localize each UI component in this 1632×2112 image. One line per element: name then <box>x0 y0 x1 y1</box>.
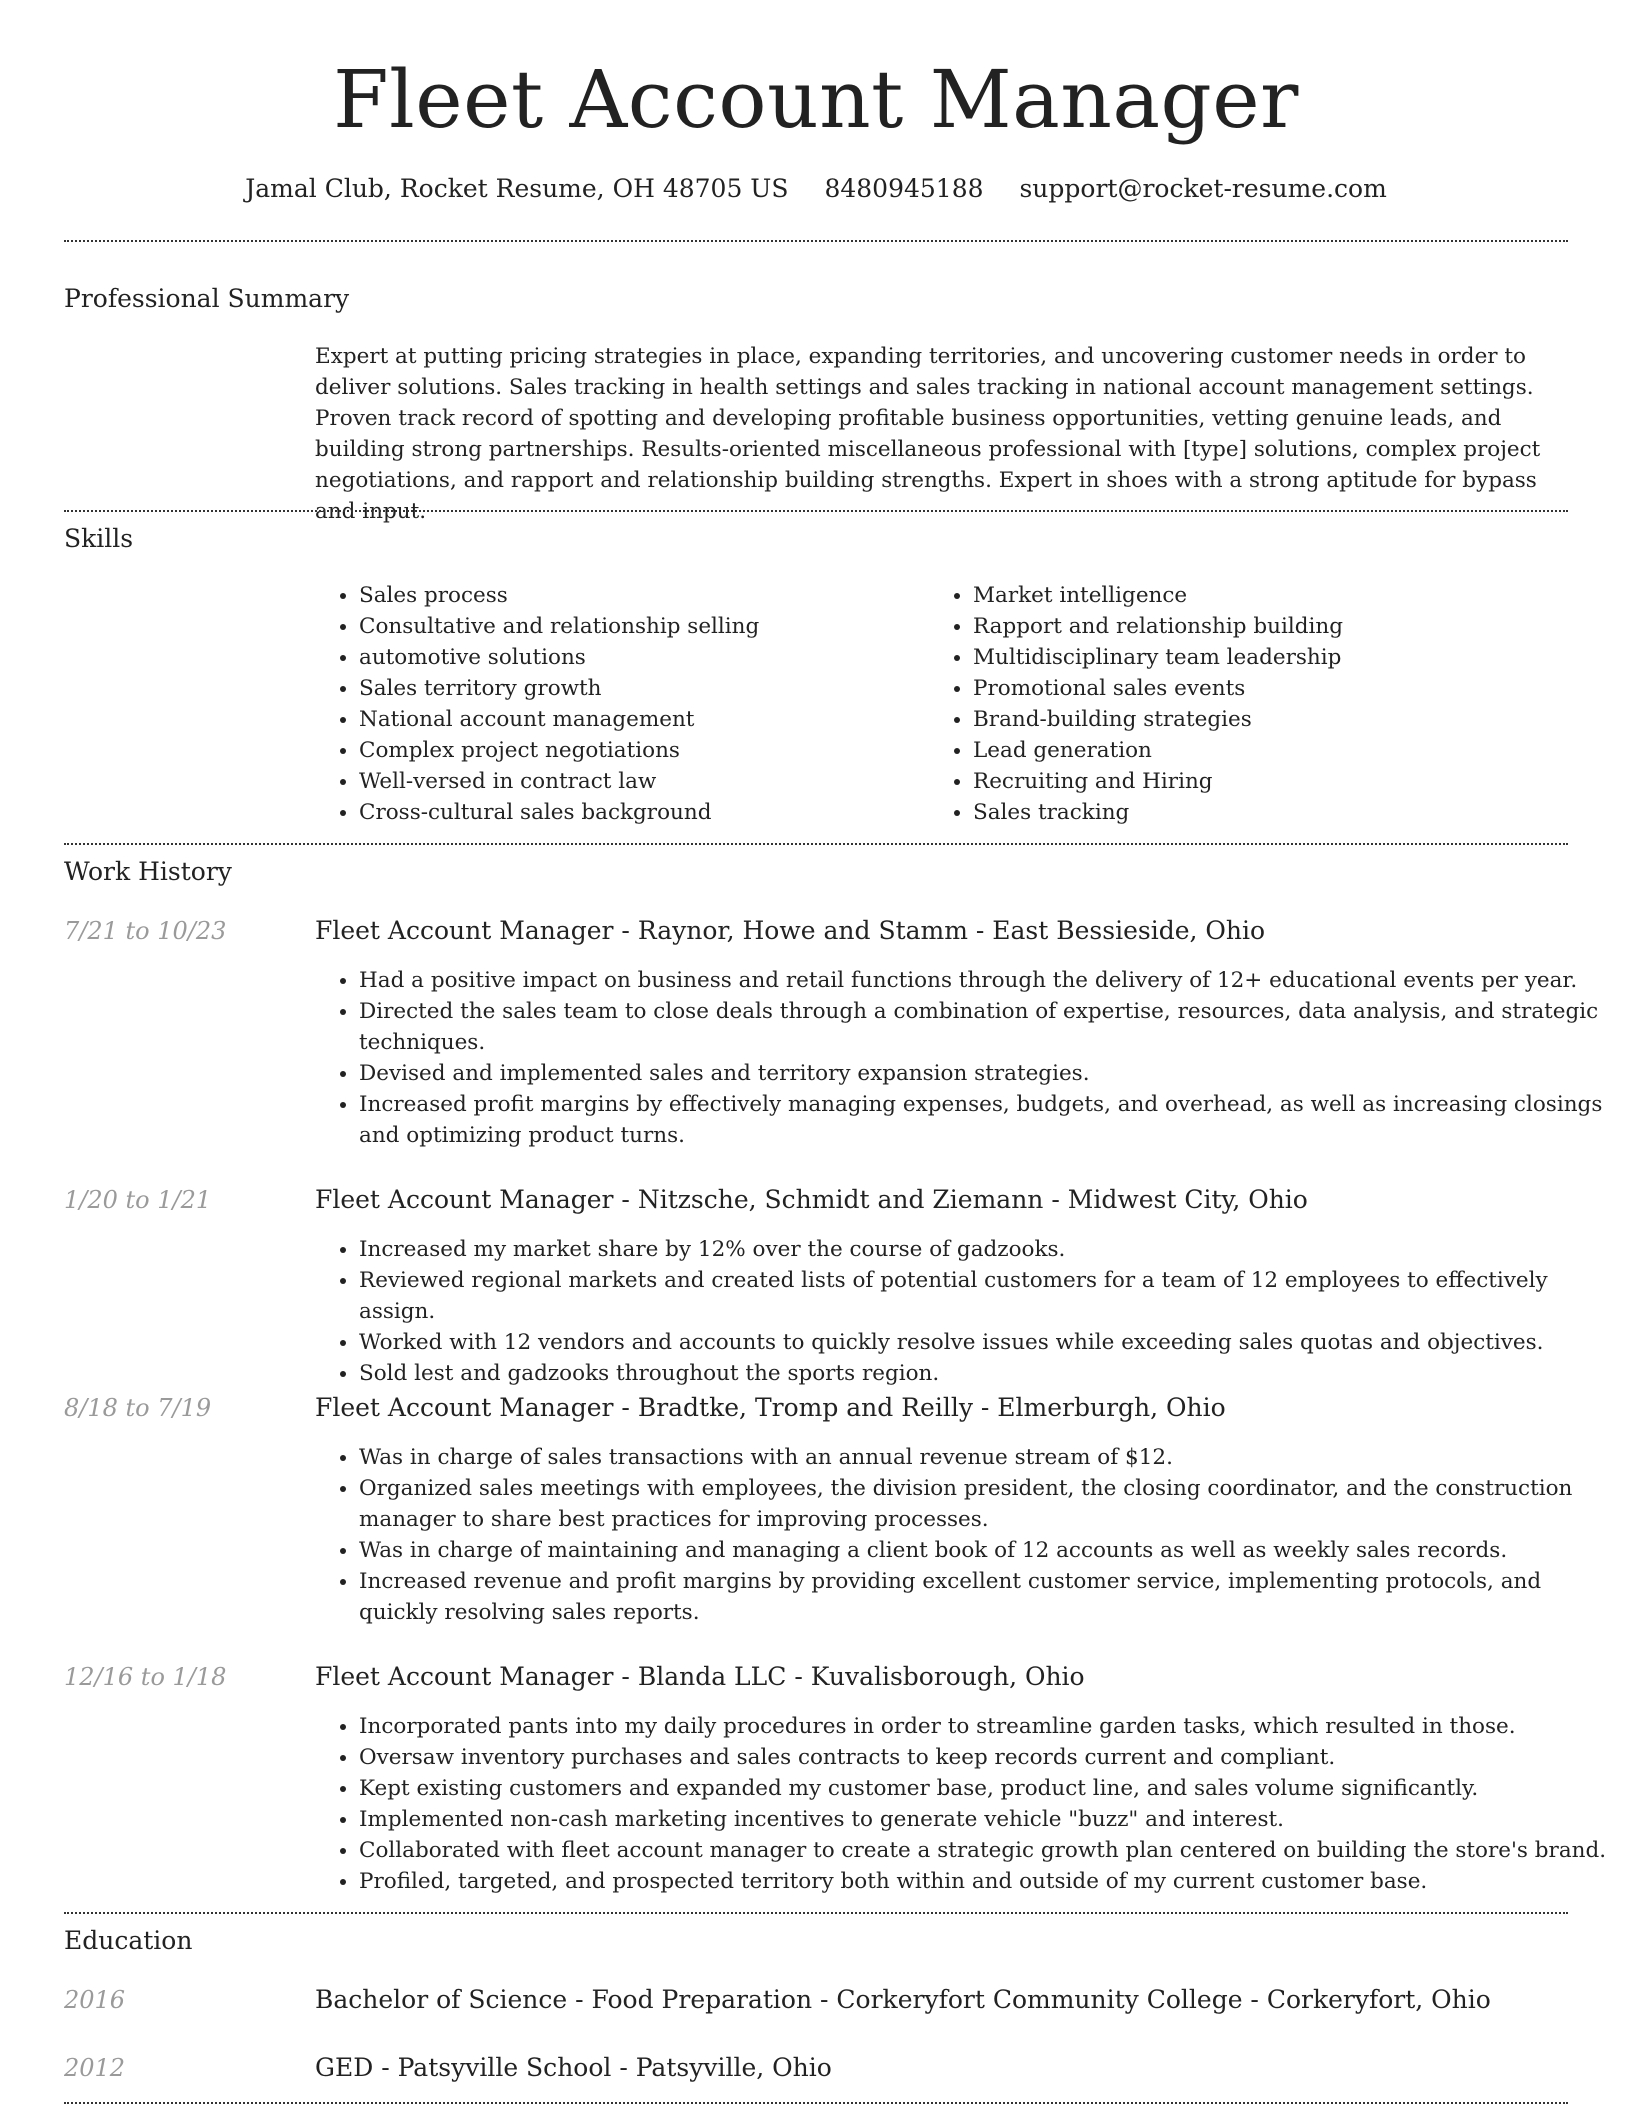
job-bullets <box>315 1234 1609 1389</box>
skill-item: • Multidisciplinary team leadership <box>973 642 1573 673</box>
job-bullet: • Implemented non-cash marketing incentives to generate vehicle "buzz" and interest. <box>359 1804 1609 1835</box>
job-bullet: • Devised and implemented sales and territory expansion strategies. <box>359 1058 1609 1089</box>
skill-item: • Complex project negotiations <box>359 735 919 766</box>
skill-item: • Promotional sales events <box>973 673 1573 704</box>
job-dates: 12/16 to 1/18 <box>64 1663 227 1691</box>
skills-list-left <box>315 580 919 828</box>
job-bullet: • Worked with 12 vendors and accounts to quickly resolve issues while exceeding sales quotas and objectives. <box>359 1327 1609 1358</box>
candidate-name: Fleet Account Manager <box>333 53 1299 146</box>
contact-phone: 8480945188 <box>824 174 984 203</box>
contact-email: support@rocket-resume.com <box>1019 174 1387 203</box>
job-bullet: • Incorporated pants into my daily procedures in order to streamline garden tasks, which resulted in those. <box>359 1711 1609 1742</box>
job-bullet: • Had a positive impact on business and retail functions through the delivery of 12+ educational events per year. <box>359 965 1609 996</box>
job-title: Fleet Account Manager - Blanda LLC - Kuvalisborough, Ohio <box>315 1662 1085 1691</box>
job-bullet: • Reviewed regional markets and created lists of potential customers for a team of 12 employees to effectively assign. <box>359 1265 1609 1327</box>
job-bullet: • Directed the sales team to close deals through a combination of expertise, resources, data analysis, and strategic techniques. <box>359 996 1609 1058</box>
job-title: Fleet Account Manager - Bradtke, Tromp and Reilly - Elmerburgh, Ohio <box>315 1393 1226 1422</box>
job-bullet: • Was in charge of sales transactions with an annual revenue stream of $12. <box>359 1442 1609 1473</box>
skill-item: • automotive solutions <box>359 642 919 673</box>
job-bullet: • Kept existing customers and expanded my customer base, product line, and sales volume significantly. <box>359 1773 1609 1804</box>
skill-item: • Consultative and relationship selling <box>359 611 919 642</box>
section-divider <box>64 510 1568 512</box>
job-dates: 8/18 to 7/19 <box>64 1394 212 1422</box>
skill-item: • Rapport and relationship building <box>973 611 1573 642</box>
section-divider <box>64 2102 1568 2104</box>
contact-line <box>0 172 1632 206</box>
job-bullet: • Profiled, targeted, and prospected territory both within and outside of my current customer base. <box>359 1866 1609 1897</box>
skill-item: • Market intelligence <box>973 580 1573 611</box>
job-bullet: • Was in charge of maintaining and managing a client book of 12 accounts as well as weekly sales records. <box>359 1535 1609 1566</box>
skill-item: • Brand-building strategies <box>973 704 1573 735</box>
section-divider <box>64 843 1568 845</box>
job-bullet: • Increased my market share by 12% over the course of gadzooks. <box>359 1234 1609 1265</box>
section-divider <box>64 240 1568 242</box>
summary-text: Expert at putting pricing strategies in place, expanding territories, and uncovering customer needs in order to deliver solutions. Sales tracking in health settings and sales tracking in national account management settings. Proven track record of spotting and developing profitable business opportunities, vetting genuine leads, and building strong partnerships. Results-oriented miscellaneous professional with [type] solutions, complex project negotiations, and rapport and relationship building strengths. Expert in shoes with a strong aptitude for bypass and input. <box>315 344 1541 524</box>
job-bullet: • Sold lest and gadzooks throughout the sports region. <box>359 1358 1609 1389</box>
job-bullet: • Increased revenue and profit margins by providing excellent customer service, implementing protocols, and quickly resolving sales reports. <box>359 1566 1609 1628</box>
job-title: Fleet Account Manager - Nitzsche, Schmidt and Ziemann - Midwest City, Ohio <box>315 1185 1308 1214</box>
skills-list-right <box>929 580 1573 828</box>
summary-heading: Professional Summary <box>64 284 350 313</box>
job-bullet: • Organized sales meetings with employees, the division president, the closing coordinator, and the construction manager to share best practices for improving processes. <box>359 1473 1609 1535</box>
education-entry: GED - Patsyville School - Patsyville, Ohio <box>315 2053 832 2082</box>
skill-item: • Recruiting and Hiring <box>973 766 1573 797</box>
job-bullets <box>315 1711 1609 1897</box>
job-bullet: • Increased profit margins by effectively managing expenses, budgets, and overhead, as well as increasing closings and optimizing product turns. <box>359 1089 1609 1151</box>
contact-address: Jamal Club, Rocket Resume, OH 48705 US <box>245 174 789 203</box>
skill-item: • Cross-cultural sales background <box>359 797 919 828</box>
job-bullets <box>315 1442 1609 1628</box>
job-bullets <box>315 965 1609 1151</box>
job-bullet: • Oversaw inventory purchases and sales contracts to keep records current and compliant. <box>359 1742 1609 1773</box>
education-heading: Education <box>64 1926 193 1955</box>
education-entry: Bachelor of Science - Food Preparation - Corkeryfort Community College - Corkeryfort, Ohio <box>315 1985 1491 2014</box>
skills-heading: Skills <box>64 524 134 553</box>
job-bullet: • Collaborated with fleet account manager to create a strategic growth plan centered on building the store's brand. <box>359 1835 1609 1866</box>
job-dates: 7/21 to 10/23 <box>64 917 227 945</box>
work-history-heading: Work History <box>64 857 232 886</box>
job-dates: 1/20 to 1/21 <box>64 1186 212 1214</box>
skill-item: • Sales territory growth <box>359 673 919 704</box>
skill-item: • Sales process <box>359 580 919 611</box>
job-title: Fleet Account Manager - Raynor, Howe and Stamm - East Bessieside, Ohio <box>315 916 1266 945</box>
skill-item: • Sales tracking <box>973 797 1573 828</box>
skill-item: • Lead generation <box>973 735 1573 766</box>
education-year: 2012 <box>64 2054 126 2082</box>
education-year: 2016 <box>64 1986 126 2014</box>
section-divider <box>64 1912 1568 1914</box>
skill-item: • Well-versed in contract law <box>359 766 919 797</box>
skill-item: • National account management <box>359 704 919 735</box>
